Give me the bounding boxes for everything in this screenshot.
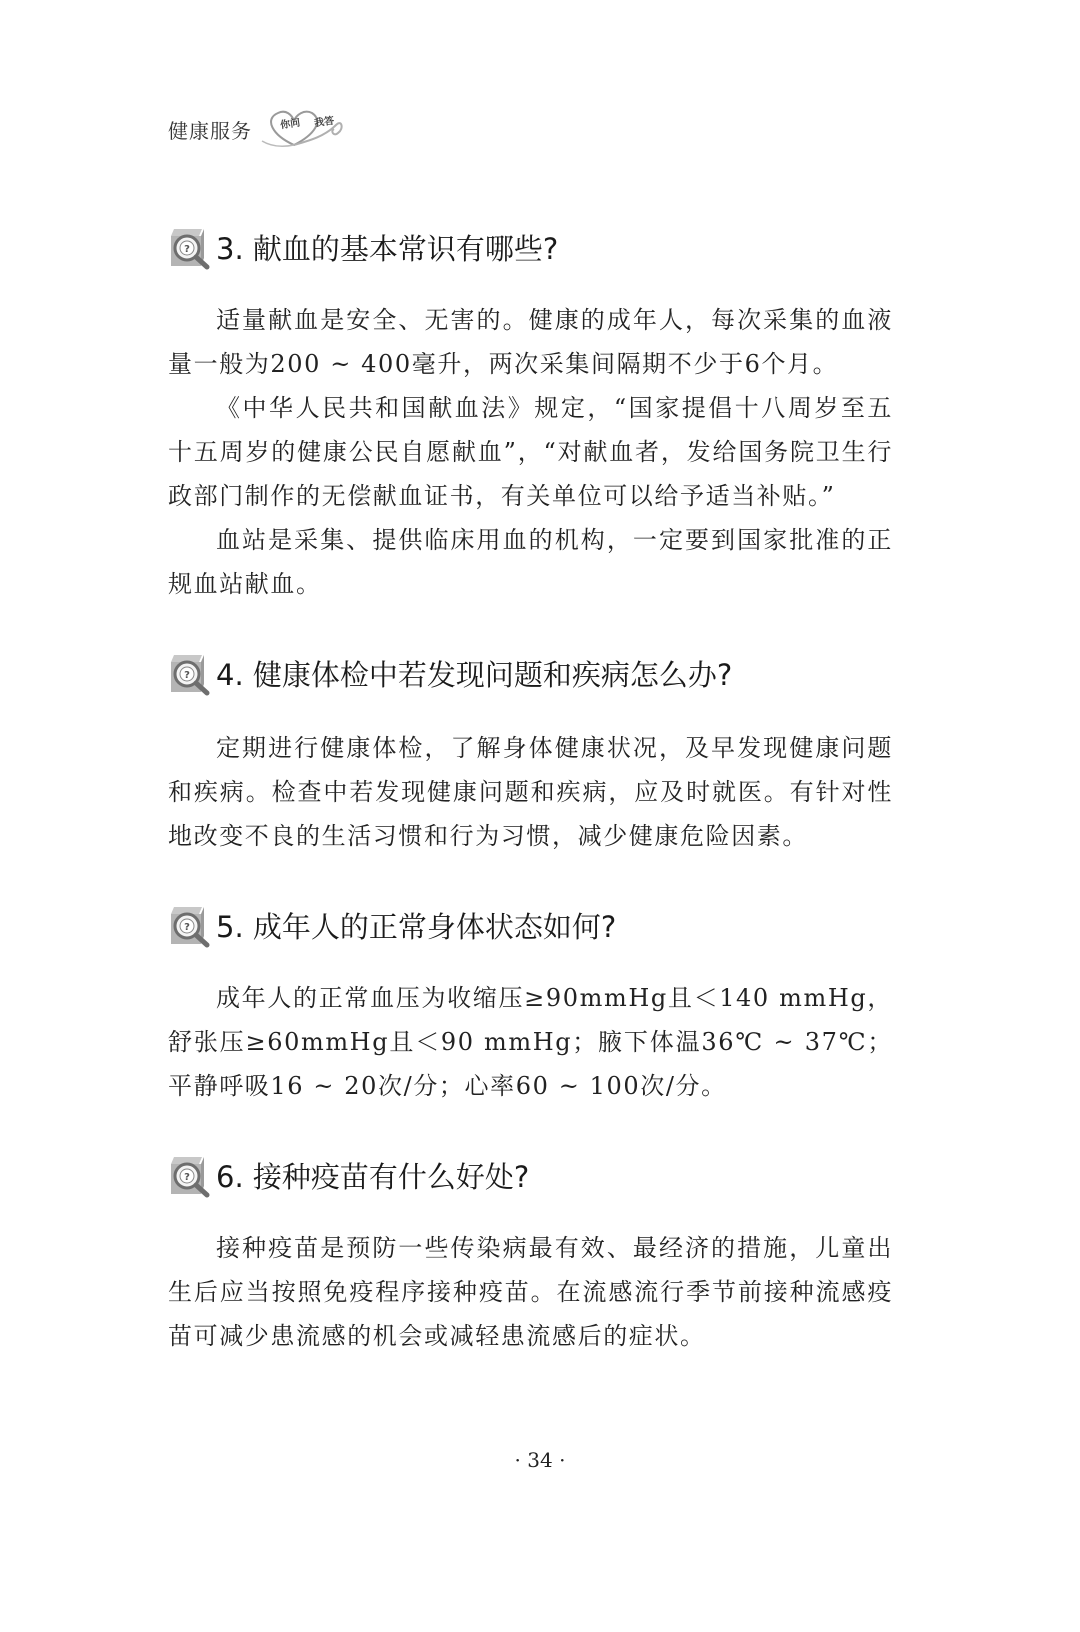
answer-body	[168, 976, 893, 1108]
question-title: 6. 接种疫苗有什么好处?	[216, 1159, 530, 1194]
header-title: 健康服务	[168, 118, 252, 143]
answer-paragraph: 《中华人民共和国献血法》规定，“国家提倡十八周岁至五十五周岁的健康公民自愿献血”，“对献血者，发给国务院卫生行政部门制作的无偿献血证书，有关单位可以给予适当补贴。”	[168, 394, 893, 510]
section-6	[168, 1148, 893, 1358]
logo-left-text: 你问	[279, 117, 301, 132]
page-header	[168, 104, 350, 154]
question-heading	[168, 1148, 893, 1202]
question-heading	[168, 646, 893, 700]
heart-swirl-logo	[258, 107, 350, 151]
section-3	[168, 220, 893, 606]
section-5	[168, 898, 893, 1108]
section-4	[168, 646, 893, 858]
answer-paragraph: 接种疫苗是预防一些传染病最有效、最经济的措施，儿童出生后应当按照免疫程序接种疫苗。在流感流行季节前接种流感疫苗可减少患流感的机会或减轻患流感后的症状。	[168, 1234, 893, 1350]
answer-paragraph: 成年人的正常血压为收缩压≥90mmHg且＜140 mmHg，舒张压≥60mmHg且＜90 mmHg；腋下体温36℃ ~ 37℃；平静呼吸16 ~ 20次/分；心率60 ~ 100次/分。	[168, 984, 893, 1100]
magnifier-question-icon	[168, 902, 214, 948]
answer-body	[168, 298, 893, 606]
answer-body	[168, 726, 893, 858]
logo-right-text: 我答	[313, 115, 335, 130]
magnifier-question-icon	[168, 650, 214, 696]
question-title: 3. 献血的基本常识有哪些?	[216, 231, 559, 266]
question-title: 5. 成年人的正常身体状态如何?	[216, 909, 617, 944]
page-content	[168, 220, 893, 1358]
answer-body	[168, 1226, 893, 1358]
magnifier-question-icon	[168, 224, 214, 270]
question-title: 4. 健康体检中若发现问题和疾病怎么办?	[216, 657, 733, 692]
question-heading	[168, 898, 893, 952]
answer-paragraph: 定期进行健康体检，了解身体健康状况，及早发现健康问题和疾病。检查中若发现健康问题和疾病，应及时就医。有针对性地改变不良的生活习惯和行为习惯，减少健康危险因素。	[168, 734, 893, 850]
question-heading	[168, 220, 893, 274]
magnifier-question-icon	[168, 1152, 214, 1198]
page-number: · 34 ·	[514, 1448, 566, 1472]
answer-paragraph: 血站是采集、提供临床用血的机构，一定要到国家批准的正规血站献血。	[168, 526, 893, 598]
answer-paragraph: 适量献血是安全、无害的。健康的成年人，每次采集的血液量一般为200 ~ 400毫升，两次采集间隔期不少于6个月。	[168, 306, 893, 378]
